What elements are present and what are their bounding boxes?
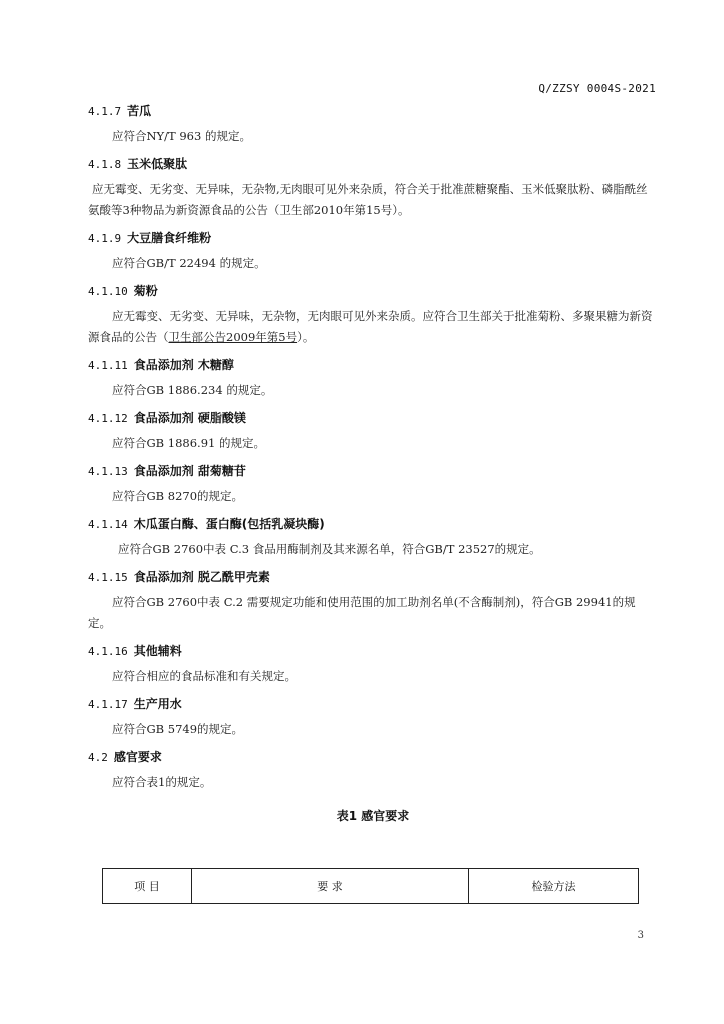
section-title: 苦瓜	[127, 104, 152, 118]
section-number: 4.2	[88, 751, 108, 764]
section-paragraph: 应符合GB 2760中表 C.2 需要规定功能和使用范围的加工助剂名单(不含酶制剂)，符合GB 29941的规定。	[88, 595, 636, 630]
announcement-reference-link: 卫生部公告2009年第5号	[168, 330, 298, 344]
section-title: 菊粉	[133, 284, 158, 298]
paragraph-text: 应无霉变、无劣变、无异味，无杂物，无肉眼可见外来杂质。应符合卫生部关于批准菊粉、多聚果糖为新资源食品的公告（	[88, 309, 653, 344]
section-heading	[88, 748, 658, 766]
column-header-item: 项 目	[103, 869, 192, 904]
section-heading	[88, 229, 658, 247]
section-4-1-9	[88, 229, 658, 274]
section-heading	[88, 642, 658, 660]
section-number: 4.1.7	[88, 105, 122, 118]
section-paragraph: 应符合GB 8270的规定。	[112, 489, 244, 503]
section-heading	[88, 695, 658, 713]
section-number: 4.1.14	[88, 518, 128, 531]
section-paragraph: 应无霉变、无劣变、无异味，无杂物,无肉眼可见外来杂质，符合关于批准蔗糖聚酯、玉米低聚肽粉、磷脂酰丝氨酸等3种物品为新资源食品的公告（卫生部2010年第15号）。	[88, 182, 648, 217]
section-title: 食品添加剂 木糖醇	[133, 358, 234, 372]
paragraph-text-end: ）。	[297, 330, 315, 344]
section-number: 4.1.17	[88, 698, 128, 711]
section-number: 4.1.10	[88, 285, 128, 298]
table-title: 表1 感官要求	[336, 809, 410, 823]
section-paragraph: 应符合NY/T 963 的规定。	[112, 129, 251, 143]
section-heading	[88, 155, 658, 173]
section-title: 大豆膳食纤维粉	[127, 231, 212, 245]
section-heading	[88, 356, 658, 374]
section-title: 玉米低聚肽	[127, 157, 188, 171]
section-paragraph: 应符合GB 1886.234 的规定。	[112, 383, 273, 397]
section-paragraph: 应符合GB 1886.91 的规定。	[112, 436, 266, 450]
section-paragraph: 应符合表1的规定。	[112, 775, 212, 789]
section-4-1-13	[88, 462, 658, 507]
section-title: 感官要求	[113, 750, 162, 764]
section-number: 4.1.16	[88, 645, 128, 658]
section-number: 4.1.9	[88, 232, 122, 245]
section-paragraph: 应符合GB 5749的规定。	[112, 722, 244, 736]
section-4-2	[88, 748, 658, 793]
section-heading	[88, 462, 658, 480]
section-number: 4.1.11	[88, 359, 128, 372]
standard-code: Q/ZZSY 0004S-2021	[538, 82, 656, 95]
section-heading	[88, 409, 658, 427]
column-header-test-method: 检验方法	[469, 869, 639, 904]
section-4-1-16	[88, 642, 658, 687]
document-body	[88, 102, 658, 834]
section-4-1-8	[88, 155, 658, 221]
section-4-1-12	[88, 409, 658, 454]
section-number: 4.1.15	[88, 571, 128, 584]
section-title: 食品添加剂 脱乙酰甲壳素	[133, 570, 270, 584]
section-paragraph: 应符合GB/T 22494 的规定。	[112, 256, 266, 270]
section-paragraph: 应符合相应的食品标准和有关规定。	[112, 669, 296, 683]
section-4-1-7	[88, 102, 658, 147]
table-header-row	[103, 869, 639, 904]
section-number: 4.1.13	[88, 465, 128, 478]
section-number: 4.1.12	[88, 412, 128, 425]
column-header-requirement: 要 求	[192, 869, 469, 904]
section-title: 食品添加剂 硬脂酸镁	[133, 411, 246, 425]
section-4-1-17	[88, 695, 658, 740]
section-title: 食品添加剂 甜菊糖苷	[133, 464, 246, 478]
section-4-1-14	[88, 515, 658, 560]
section-paragraph: 应符合GB 2760中表 C.3 食品用酶制剂及其来源名单，符合GB/T 23527的规定。	[118, 542, 541, 556]
section-title: 其他辅料	[133, 644, 182, 658]
section-heading	[88, 515, 658, 533]
section-title: 生产用水	[133, 697, 182, 711]
section-title: 木瓜蛋白酶、蛋白酶(包括乳凝块酶)	[133, 517, 325, 531]
section-paragraph	[88, 306, 658, 348]
page-number: 3	[637, 930, 644, 941]
section-heading	[88, 282, 658, 300]
section-4-1-15	[88, 568, 658, 634]
section-4-1-11	[88, 356, 658, 401]
section-4-1-10	[88, 282, 658, 348]
section-heading	[88, 568, 658, 586]
section-number: 4.1.8	[88, 158, 122, 171]
section-heading	[88, 102, 658, 120]
sensory-requirements-table	[102, 868, 639, 904]
